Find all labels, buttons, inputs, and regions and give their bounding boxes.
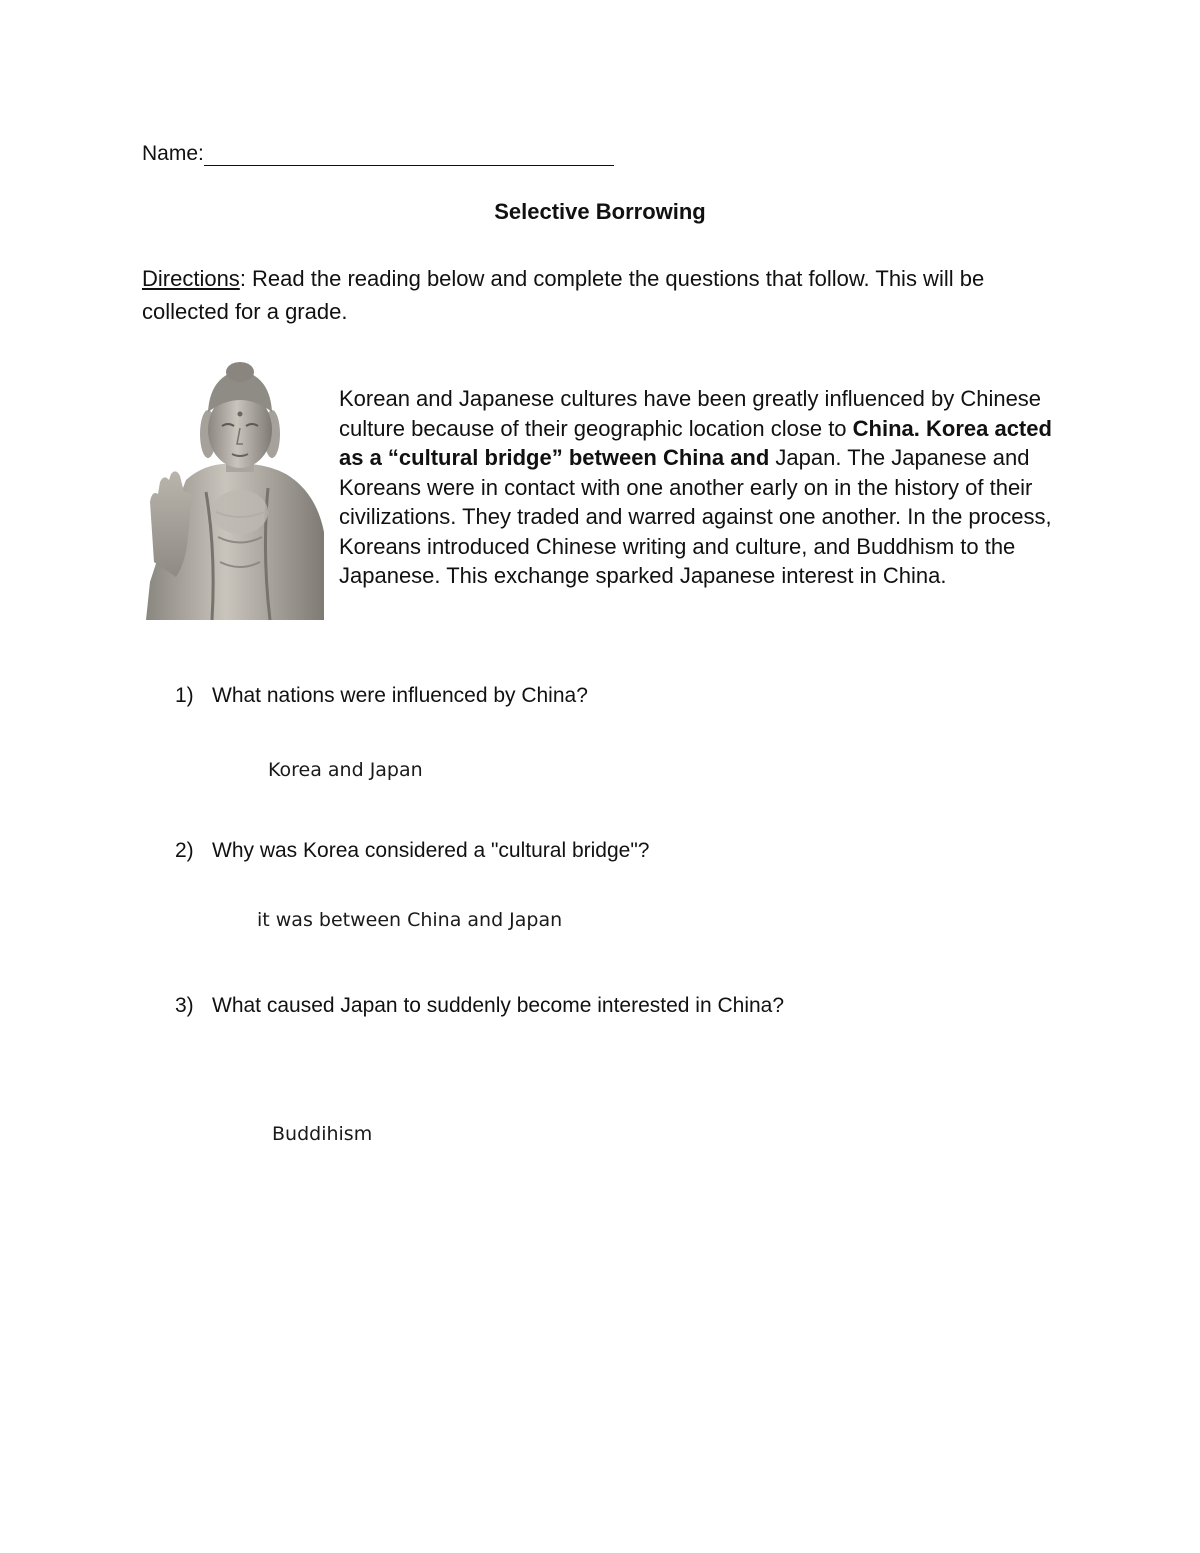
directions-label: Directions bbox=[142, 266, 240, 291]
page-title: Selective Borrowing bbox=[494, 199, 706, 224]
question-2 bbox=[175, 839, 649, 863]
name-field bbox=[142, 142, 614, 166]
name-label: Name: bbox=[142, 142, 204, 165]
reading-text-part2: Japan. The Japanese and Koreans were in contact with one another early on in the history of their civilizations. They traded and warred against one another. In the process, Koreans introduced Chinese writing and culture, and Buddhism to the Japanese. This exchange sparked Japanese interest in China. bbox=[339, 445, 1052, 588]
answer-3[interactable]: Buddihism bbox=[272, 1123, 373, 1145]
name-blank-line[interactable] bbox=[204, 143, 614, 166]
reading-text-bold: China. Korea acted as a “cultural bridge” between China and bbox=[339, 415, 1052, 470]
question-text: What caused Japan to suddenly become interested in China? bbox=[212, 994, 785, 1017]
question-text: Why was Korea considered a "cultural bridge"? bbox=[212, 839, 650, 862]
directions-text: : Read the reading below and complete the questions that follow. This will be collected for a grade. bbox=[142, 266, 985, 324]
question-text: What nations were influenced by China? bbox=[212, 684, 588, 707]
reading-text-part1: Korean and Japanese cultures have been greatly influenced by Chinese culture because of their geographic location close to bbox=[339, 386, 1042, 441]
question-number: 3) bbox=[175, 994, 194, 1017]
buddha-statue-image bbox=[146, 362, 324, 620]
directions bbox=[142, 262, 1062, 328]
question-number: 2) bbox=[175, 839, 194, 862]
reading-passage bbox=[339, 384, 1059, 591]
answer-1[interactable]: Korea and Japan bbox=[268, 759, 423, 781]
question-3 bbox=[175, 994, 784, 1018]
question-1 bbox=[175, 684, 588, 708]
question-number: 1) bbox=[175, 684, 194, 707]
answer-2[interactable]: it was between China and Japan bbox=[257, 909, 563, 931]
